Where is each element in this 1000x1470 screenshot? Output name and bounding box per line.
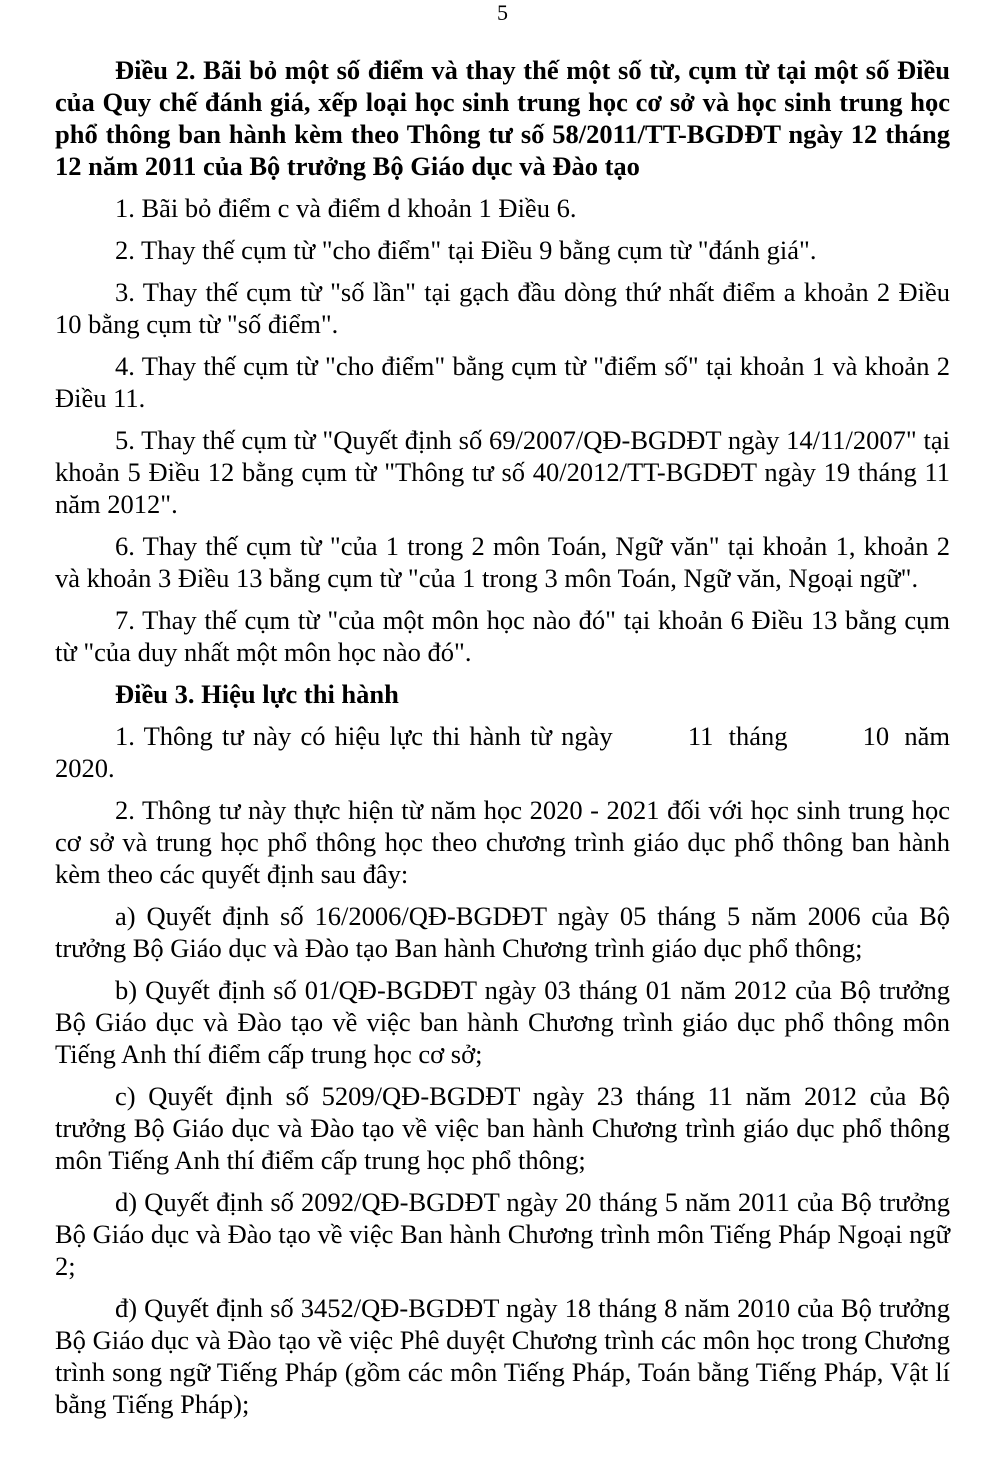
article-3-heading: Điều 3. Hiệu lực thi hành [115, 679, 399, 709]
page-number: 5 [497, 0, 508, 25]
article-2-item-2: 2. Thay thế cụm từ "cho điểm" tại Điều 9 bằng cụm từ "đánh giá". [115, 235, 817, 265]
article-3-sub-item-a: a) Quyết định số 16/2006/QĐ-BGDĐT ngày 05 tháng 5 năm 2006 của Bộ trưởng Bộ Giáo dục và Đào tạo Ban hành Chương trình giáo dục phổ thông; [55, 901, 950, 963]
effective-date-prefix: 1. Thông tư này có hiệu lực thi hành từ ngày [115, 721, 613, 751]
article-2-item-1: 1. Bãi bỏ điểm c và điểm d khoản 1 Điều 6. [115, 193, 577, 223]
effective-date-suffix: năm 2020. [55, 721, 951, 783]
article-2-item-4: 4. Thay thế cụm từ "cho điểm" bằng cụm từ "điểm số" tại khoản 1 và khoản 2 Điều 11. [55, 351, 950, 413]
effective-month-word: tháng [728, 721, 788, 751]
article-2-item-5: 5. Thay thế cụm từ "Quyết định số 69/2007/QĐ-BGDĐT ngày 14/11/2007" tại khoản 5 Điều 12 bằng cụm từ "Thông tư số 40/2012/TT-BGDĐT ngày 19 tháng 11 năm 2012". [55, 425, 950, 519]
article-2-heading: Điều 2. Bãi bỏ một số điểm và thay thế một số từ, cụm từ tại một số Điều của Quy chế đánh giá, xếp loại học sinh trung học cơ sở và học sinh trung học phổ thông ban hành kèm theo Thông tư số 58/2011/TT-BGDĐT ngày 12 tháng 12 năm 2011 của Bộ trưởng Bộ Giáo dục và Đào tạo [55, 55, 950, 181]
effective-day: 11 [687, 721, 714, 751]
article-3-item-1 [55, 720, 950, 784]
article-3-sub-item-c: c) Quyết định số 5209/QĐ-BGDĐT ngày 23 tháng 11 năm 2012 của Bộ trưởng Bộ Giáo dục và Đào tạo về việc ban hành Chương trình giáo dục phổ thông môn Tiếng Anh thí điểm cấp trung học phổ thông; [55, 1081, 950, 1175]
document-page [55, 0, 950, 1420]
article-2-item-6: 6. Thay thế cụm từ "của 1 trong 2 môn Toán, Ngữ văn" tại khoản 1, khoản 2 và khoản 3 Điều 13 bằng cụm từ "của 1 trong 3 môn Toán, Ngữ văn, Ngoại ngữ". [55, 531, 950, 593]
article-3-sub-item-dd: đ) Quyết định số 3452/QĐ-BGDĐT ngày 18 tháng 8 năm 2010 của Bộ trưởng Bộ Giáo dục và Đào tạo về việc Phê duyệt Chương trình các môn học trong Chương trình song ngữ Tiếng Pháp (gồm các môn Tiếng Pháp, Toán bằng Tiếng Pháp, Vật lí bằng Tiếng Pháp); [55, 1293, 950, 1419]
article-3-sub-item-d: d) Quyết định số 2092/QĐ-BGDĐT ngày 20 tháng 5 năm 2011 của Bộ trưởng Bộ Giáo dục và Đào tạo về việc Ban hành Chương trình môn Tiếng Pháp Ngoại ngữ 2; [55, 1187, 950, 1281]
article-2-item-3: 3. Thay thế cụm từ "số lần" tại gạch đầu dòng thứ nhất điểm a khoản 2 Điều 10 bằng cụm từ "số điểm". [55, 277, 950, 339]
effective-month: 10 [862, 721, 890, 751]
article-3-item-2: 2. Thông tư này thực hiện từ năm học 2020 - 2021 đối với học sinh trung học cơ sở và trung học phổ thông học theo chương trình giáo dục phổ thông ban hành kèm theo các quyết định sau đây: [55, 795, 950, 889]
article-3-sub-item-b: b) Quyết định số 01/QĐ-BGDĐT ngày 03 tháng 01 năm 2012 của Bộ trưởng Bộ Giáo dục và Đào tạo về việc ban hành Chương trình giáo dục phổ thông môn Tiếng Anh thí điểm cấp trung học cơ sở; [55, 975, 950, 1069]
article-2-item-7: 7. Thay thế cụm từ "của một môn học nào đó" tại khoản 6 Điều 13 bằng cụm từ "của duy nhất một môn học nào đó". [55, 605, 950, 667]
